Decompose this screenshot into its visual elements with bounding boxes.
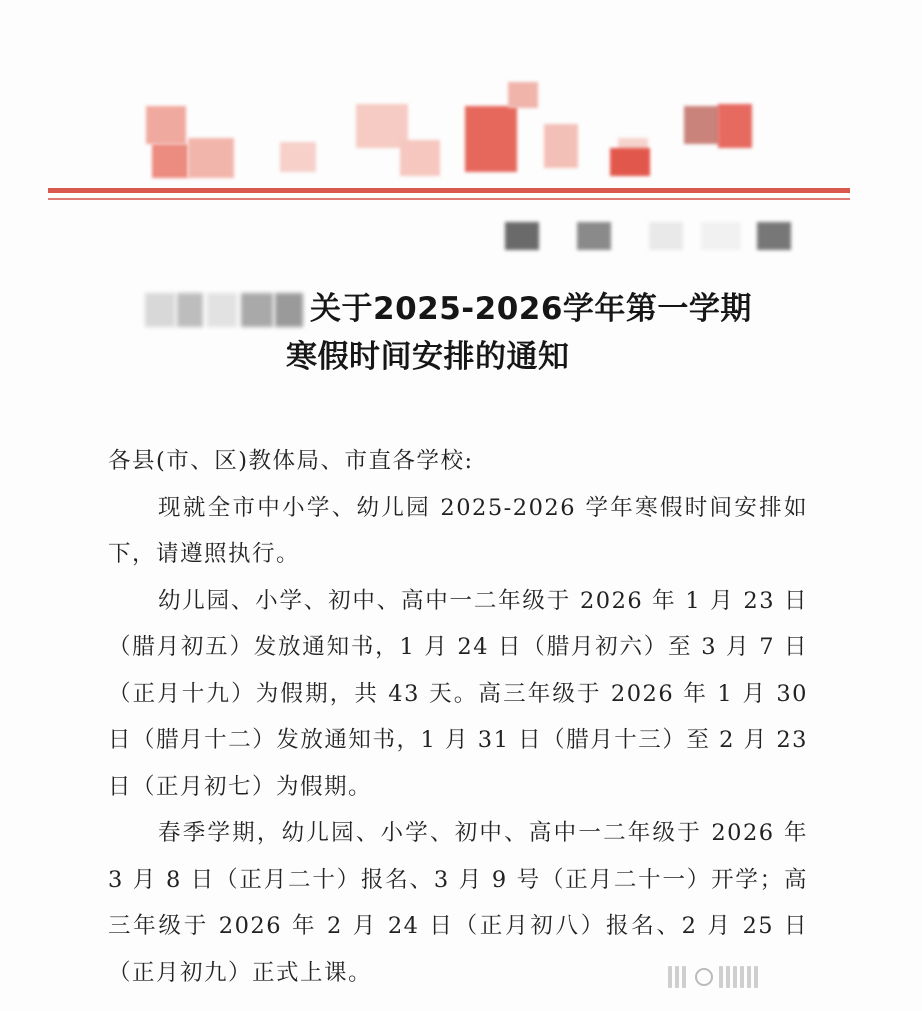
letterhead-rule-thin: [48, 198, 850, 200]
redacted-document-number: [505, 218, 805, 254]
watermark-circle-icon: [695, 968, 713, 986]
paragraph-3: 春季学期，幼儿园、小学、初中、高中一二年级于 2026 年 3 月 8 日（正月二十）报名、3 月 9 号（正月二十一）开学；高三年级于 2026 年 2 月 24 日（正月初八）报名、2 月 25 日（正月初九）正式上课。: [108, 820, 808, 986]
redacted-letterhead: [140, 78, 760, 188]
notice-title: [140, 285, 820, 381]
paragraph-1: 现就全市中小学、幼儿园 2025-2026 学年寒假时间安排如下，请遵照执行。: [108, 494, 808, 567]
notice-body: [108, 438, 808, 996]
watermark-logo: [668, 962, 908, 992]
paragraph-2: 幼儿园、小学、初中、高中一二年级于 2026 年 1 月 23 日（腊月初五）发放通知书，1 月 24 日（腊月初六）至 3 月 7 日（正月十九）为假期，共 43 天。高三年级于 2026 年 1 月 30 日（腊月十二）发放通知书，1 月 31 日（腊月十三）至 2 月 23 日（正月初七）为假期。: [108, 587, 808, 800]
redacted-issuer-name: [145, 293, 305, 327]
title-line-2: 寒假时间安排的通知: [286, 339, 570, 375]
letterhead-rule-thick: [48, 188, 850, 193]
salutation: 各县(市、区)教体局、市直各学校:: [108, 448, 474, 474]
title-line-1: 关于2025-2026学年第一学期: [310, 291, 752, 327]
